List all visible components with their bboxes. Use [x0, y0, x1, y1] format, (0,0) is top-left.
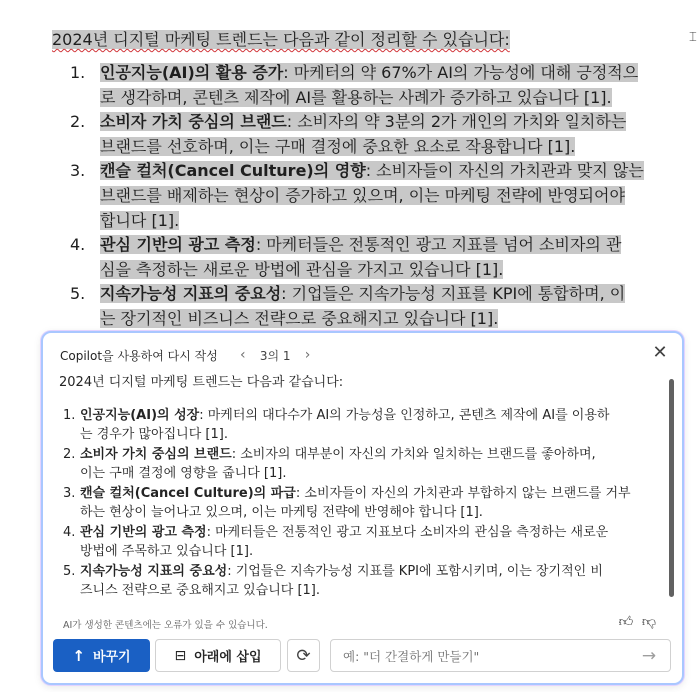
- item-text: 심을 측정하는 새로운 방법에 관심을 가지고 있습니다 [1].: [100, 259, 504, 279]
- list-number: 1.: [70, 63, 86, 82]
- document-list-item: [52, 110, 652, 159]
- item-title: 관심 기반의 광고 측정: [80, 524, 207, 540]
- chevron-right-icon[interactable]: ›: [304, 347, 311, 363]
- item-text: 방법에 주목하고 있습니다 [1].: [80, 544, 254, 559]
- list-number: 4.: [70, 235, 86, 255]
- close-icon[interactable]: ✕: [652, 342, 668, 363]
- document-list-item: [52, 159, 652, 233]
- document-list-item: [52, 61, 652, 110]
- item-text: 이는 구매 결정에 영향을 줍니다 [1].: [80, 466, 287, 481]
- item-text: 는 장기적인 비즈니스 전략으로 중요해지고 있습니다 [1].: [100, 308, 499, 328]
- item-text: : 소비자의 대부분이 자신의 가치와 일치하는 브랜드를 좋아하며,: [231, 446, 596, 462]
- document-list-item: [52, 282, 652, 331]
- prompt-box: [330, 639, 671, 672]
- item-title: 인공지능(AI)의 활용 증가: [100, 63, 284, 82]
- list-number: 2.: [70, 112, 86, 132]
- ai-disclaimer: AI가 생성한 콘텐츠에는 오류가 있을 수 있습니다.: [63, 620, 268, 631]
- item-text: : 마케터들은 전통적인 광고 지표를 넘어 소비자의 관: [255, 235, 622, 255]
- content-scrollbar[interactable]: [669, 379, 674, 597]
- send-arrow-icon[interactable]: →: [641, 646, 657, 666]
- refresh-icon: ⟳: [296, 645, 311, 666]
- item-text: 로 생각하며, 콘텐츠 제작에 AI를 활용하는 사례가 증가하고 있습니다 [1].: [100, 87, 612, 107]
- item-text: 하는 현상이 늘어나고 있으며, 이는 마케팅 전략에 반영해야 합니다 [1].: [80, 505, 483, 520]
- chevron-left-icon[interactable]: ‹: [240, 347, 246, 363]
- arrow-up-icon: ↑: [72, 646, 85, 665]
- list-number: 5.: [63, 563, 76, 579]
- panel-header: [60, 345, 317, 365]
- item-text: : 기업들은 지속가능성 지표를 KPI에 포함시키며, 이는 장기적인 비: [227, 563, 603, 579]
- suggestion-content: [59, 373, 664, 609]
- item-text: : 마케터들은 전통적인 광고 지표보다 소비자의 관심을 측정하는 새로운: [206, 524, 609, 540]
- regenerate-button[interactable]: [287, 639, 320, 672]
- suggestion-list-item: [59, 406, 664, 445]
- item-text: : 소비자의 약 3분의 2가 개인의 가치와 일치하는: [286, 112, 627, 132]
- suggestion-intro: 2024년 디지털 마케팅 트렌드는 다음과 같습니다:: [59, 375, 344, 390]
- text-cursor-icon: ⌶: [689, 30, 697, 45]
- list-number: 3.: [70, 161, 86, 181]
- document-area[interactable]: [0, 0, 698, 340]
- item-text: : 마케터의 대다수가 AI의 가능성을 인정하고, 콘텐츠 제작에 AI를 이용하: [199, 407, 610, 423]
- prompt-input[interactable]: [343, 646, 633, 666]
- item-text: : 소비자들이 자신의 가치관과 부합하지 않는 브랜드를 거부: [295, 485, 631, 501]
- item-title: 소비자 가치 중심의 브랜드: [100, 112, 287, 132]
- thumbs-down-icon[interactable]: 👎︎: [641, 614, 657, 630]
- document-intro: [52, 28, 510, 51]
- list-number: 2.: [63, 446, 76, 462]
- copilot-rewrite-panel: [41, 331, 684, 685]
- item-text: : 소비자들이 자신의 가치관과 맞지 않는: [365, 161, 644, 181]
- item-title: 캔슬 컬처(Cancel Culture)의 영향: [100, 161, 366, 181]
- replace-button[interactable]: [53, 639, 150, 672]
- item-text: 브랜드를 선호하며, 이는 구매 결정에 중요한 요소로 작용합니다 [1].: [100, 136, 576, 156]
- list-number: 3.: [63, 485, 76, 501]
- suggestion-list-item: [59, 484, 664, 523]
- thumbs-up-icon[interactable]: 👍︎: [618, 614, 634, 630]
- item-title: 관심 기반의 광고 측정: [100, 235, 256, 255]
- item-text: 는 경우가 많아집니다 [1].: [80, 427, 228, 442]
- item-text: : 기업들은 지속가능성 지표를 KPI에 통합하며, 이: [281, 284, 626, 304]
- suggestion-pager: [234, 347, 317, 364]
- suggestion-list-item: [59, 523, 664, 562]
- insert-below-button-label: 아래에 삽입: [194, 650, 262, 665]
- pager-count: 3의 1: [259, 348, 291, 363]
- document-intro-text: 2024년 디지털 마케팅 트렌드는 다음과 같이 정리할 수 있습니다:: [52, 30, 510, 49]
- item-title: 캔슬 컬처(Cancel Culture)의 파급: [80, 485, 296, 501]
- suggestion-list-item: [59, 445, 664, 484]
- item-text: : 마케터의 약 67%가 AI의 가능성에 대해 긍정적으: [283, 63, 639, 82]
- panel-title: Copilot을 사용하여 다시 작성: [60, 348, 218, 363]
- list-number: 1.: [63, 407, 76, 423]
- item-text: 합니다 [1].: [100, 210, 180, 230]
- insert-below-icon: ⊟: [174, 647, 187, 664]
- item-text: 즈니스 전략으로 중요해지고 있습니다 [1].: [80, 583, 321, 598]
- document-list: [52, 61, 652, 332]
- document-list-item: [52, 233, 652, 282]
- item-title: 소비자 가치 중심의 브랜드: [80, 446, 232, 462]
- item-title: 지속가능성 지표의 중요성: [80, 563, 228, 579]
- item-title: 지속가능성 지표의 중요성: [100, 284, 282, 304]
- suggestion-list-item: [59, 562, 664, 601]
- list-number: 4.: [63, 524, 76, 540]
- item-text: 브랜드를 배제하는 현상이 증가하고 있으며, 이는 마케팅 전략에 반영되어야: [100, 185, 625, 205]
- list-number: 5.: [70, 284, 86, 304]
- insert-below-button[interactable]: [155, 639, 281, 672]
- panel-footer: [53, 639, 675, 673]
- suggestion-list: [59, 406, 664, 601]
- item-title: 인공지능(AI)의 성장: [80, 407, 200, 423]
- replace-button-label: 바꾸기: [92, 650, 131, 665]
